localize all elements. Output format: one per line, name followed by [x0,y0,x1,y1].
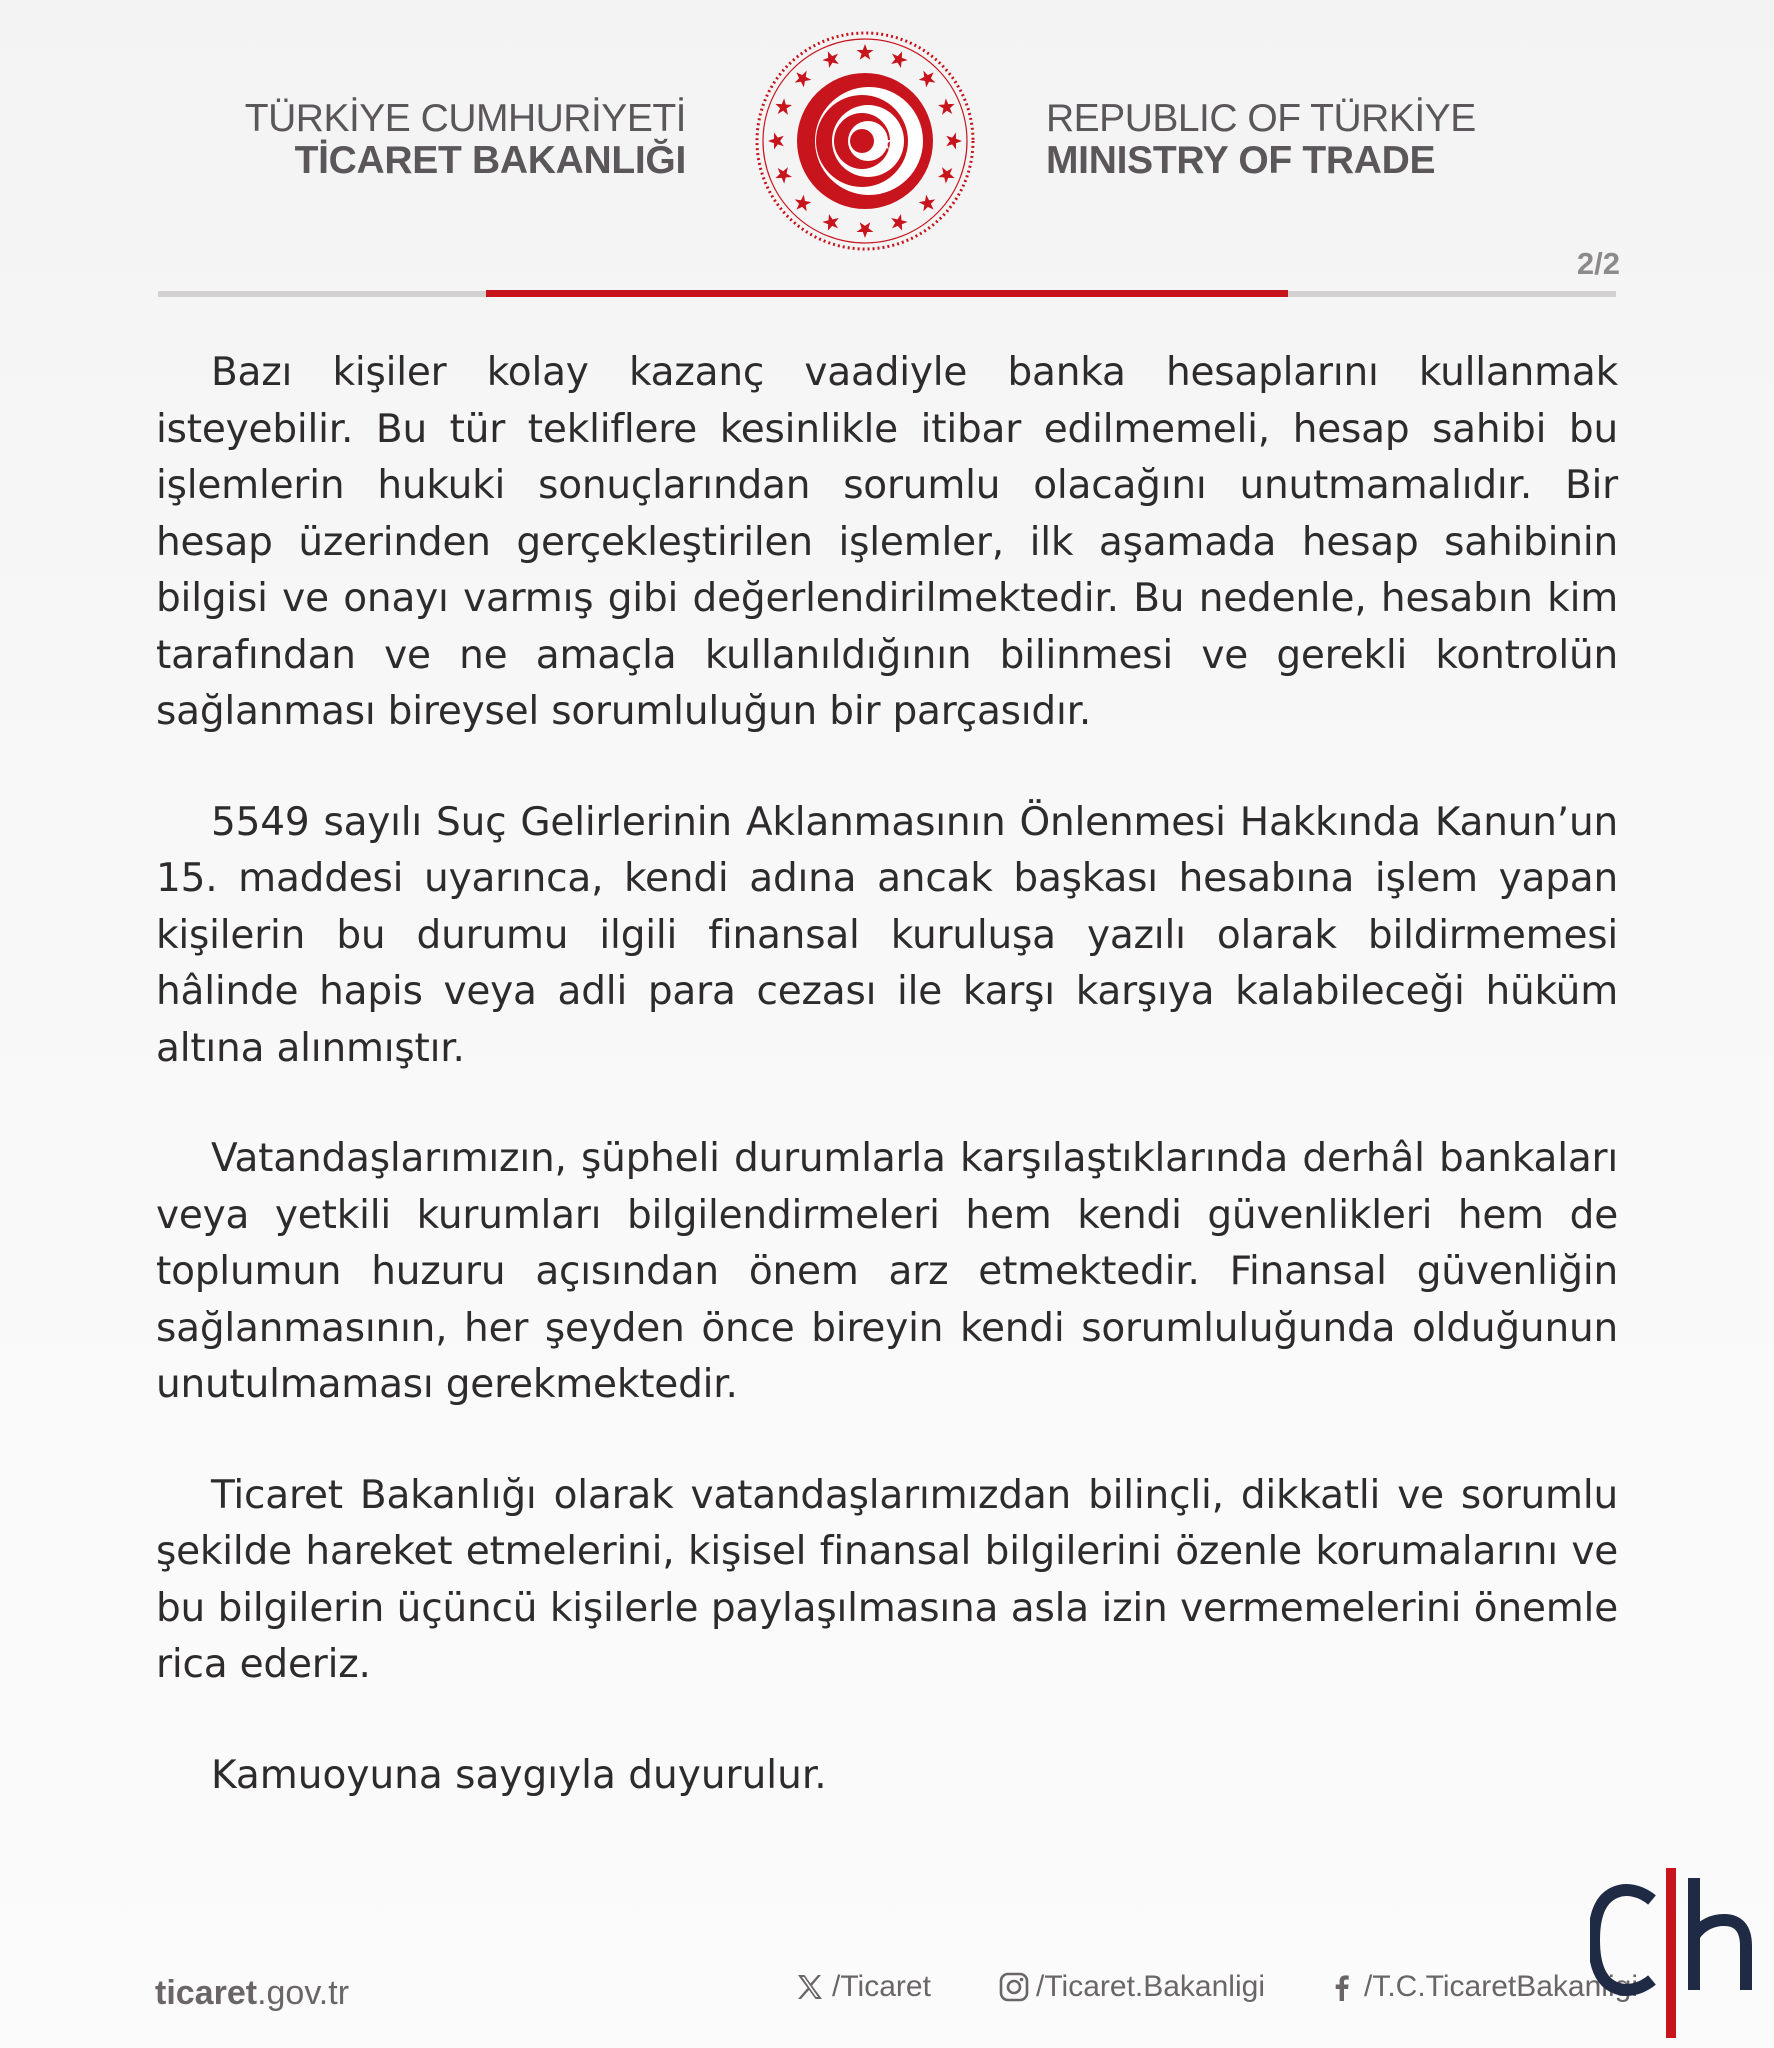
instagram-link[interactable] [998,1970,1265,2004]
instagram-handle-text: /Ticaret.Bakanligi [1036,1970,1265,2003]
x-logo-icon [794,1971,826,2003]
x-link[interactable] [794,1970,931,2004]
header-ministry-tr: TİCARET BAKANLIĞI [294,139,686,182]
ministry-emblem-icon [754,30,976,252]
x-handle-text: /Ticaret [832,1970,931,2003]
paragraph: Bazı kişiler kolay kazanç vaadiyle banka hesaplarını kullanmak isteyebilir. Bu tür tekliflere kesinlikle itibar edilmemeli, hesap sahibi bu işlemlerin hukuki sonuçlarından sorumlu olacağını unutmamalıdır. Bir hesap üzerinden gerçekleştirilen işlemler, ilk aşamada hesap sahibinin bilgisi ve onayı varmış gibi değerlendirilmektedir. Bu nedenle, hesabın kim tarafından ve ne amaçla kullanıldığının bilinmesi ve gerekli kontrolün sağlanması bireysel sorumluluğun bir parçasıdır. [156,350,1618,734]
facebook-icon [1326,1971,1358,2003]
press-release-body [156,345,1618,1804]
closing-line: Kamuoyuna saygıyla duyurulur. [211,1752,827,1798]
paragraph: 5549 sayılı Suç Gelirlerinin Aklanmasının Önlenmesi Hakkında Kanun’un 15. maddesi uyarınca, kendi adına ancak başkası hesabına işlem yapan kişilerin bu durumu ilgili finansal kuruluşa yazılı olarak bildirmemesi hâlinde hapis veya adli para cezası ile karşı karşıya kalabileceği hüküm altına alınmıştır. [156,799,1618,1071]
website-domain-bold: ticaret [155,1974,258,2012]
header-ministry-en: MINISTRY OF TRADE [1046,139,1436,182]
website-link[interactable] [155,1974,349,2013]
header-republic-tr: TÜRKİYE CUMHURİYETİ [244,97,686,140]
ch-logo-icon [1590,1868,1774,2048]
header-left [200,98,686,182]
website-domain-suffix: .gov.tr [257,1974,350,2012]
facebook-handle-text: /T.C.TicaretBakanligi [1364,1970,1638,2003]
header-right [1046,98,1566,182]
paragraph: Vatandaşlarımızın, şüpheli durumlarla karşılaştıklarında derhâl bankaları veya yetkili kurumları bilgilendirmeleri hem kendi güvenlikleri hem de toplumun huzuru açısından önem arz etmektedir. Finansal güvenliğin sağlanmasının, her şeyden önce bireyin kendi sorumluluğunda olduğunun unutulmaması gerekmektedir. [156,1136,1618,1407]
paragraph: Ticaret Bakanlığı olarak vatandaşlarımızdan bilinçli, dikkatli ve sorumlu şekilde hareket etmelerini, kişisel finansal bilgilerini özenle korumalarını ve bu bilgilerin üçüncü kişilerle paylaşılmasına asla izin vermemelerini önemle rica ederiz. [156,1472,1618,1687]
instagram-icon [998,1971,1030,2003]
page-number: 2/2 [1576,246,1620,281]
header-republic-en: REPUBLIC OF TÜRKİYE [1046,97,1476,140]
header-divider-accent [486,290,1288,297]
